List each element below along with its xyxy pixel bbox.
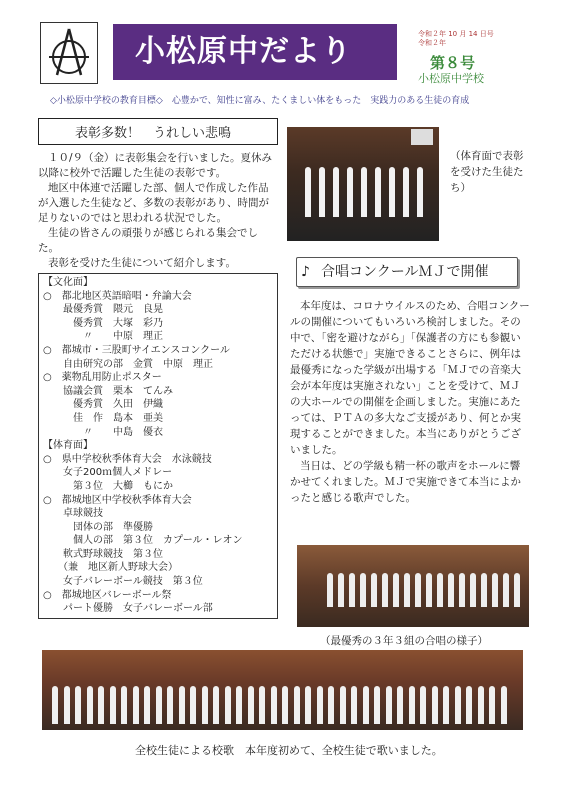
person-figure	[459, 573, 465, 607]
awards-list-item: 優秀賞 大塚 彩乃	[43, 317, 163, 329]
person-figure	[470, 573, 476, 607]
person-figure	[386, 686, 392, 724]
person-figure	[481, 573, 487, 607]
awards-article	[38, 108, 278, 619]
person-figure	[347, 167, 353, 217]
person-figure	[271, 686, 277, 724]
person-figure	[501, 686, 507, 724]
awards-list-item: ○ 県中学校秋季体育大会 水泳競技	[43, 453, 212, 465]
person-figure	[294, 686, 300, 724]
photo3-caption: 全校生徒による校歌 本年度初めて、全校生徒で歌いました。	[135, 744, 443, 757]
person-figure	[213, 686, 219, 724]
awards-list-item: ○ 都城地区中学校秋季体育大会	[43, 494, 192, 506]
awards-list-item: 団体の部 準優勝	[43, 521, 153, 533]
person-figure	[351, 686, 357, 724]
awards-list-item: 自由研究の部 金賞 中原 理正	[43, 358, 213, 370]
awards-list	[38, 273, 278, 619]
person-figure	[361, 167, 367, 217]
person-figure	[202, 686, 208, 724]
awards-list-item: ○ 都城地区バレーボール祭	[43, 589, 172, 601]
awards-list-item: 軟式野球競技 第３位	[43, 548, 163, 560]
person-figure	[437, 573, 443, 607]
person-figure	[319, 167, 325, 217]
awards-paragraph-4: 表彰を受けた生徒について紹介します。	[48, 257, 236, 269]
person-figure	[397, 686, 403, 724]
person-figure	[327, 573, 333, 607]
awards-list-item: 第３位 大櫛 もにか	[43, 480, 173, 492]
issue-number: 第８号	[430, 54, 476, 72]
chorus-paragraph-2: 当日は、どの学級も精一杯の歌声をホールに響かせてくれました。ＭＪで実施できて本当によかったと感じる歌声でした。	[290, 460, 521, 504]
photo1-caption: （体育面で表彰を受けた生徒たち）	[450, 150, 524, 194]
photo2-caption: （最優秀の３年３組の合唱の様子）	[320, 635, 488, 647]
person-figure	[503, 573, 509, 607]
award-students-photo	[287, 127, 439, 241]
person-figure	[420, 686, 426, 724]
date-line-1: 令和２年 10 月 14 日号	[418, 30, 494, 38]
awards-list-item: 優秀賞 久田 伊織	[43, 399, 163, 411]
awards-list-item: 最優秀賞 隈元 良晃	[43, 304, 163, 316]
date-line-2: 令和２年	[418, 39, 446, 47]
person-figure	[179, 686, 185, 724]
awards-list-item: ○ 薬物乱用防止ポスター	[43, 372, 162, 384]
awards-list-item: 〃 中島 優衣	[43, 426, 163, 438]
chorus-heading	[296, 257, 518, 287]
person-figure	[403, 167, 409, 217]
person-figure	[328, 686, 334, 724]
person-figure	[417, 167, 423, 217]
chorus-heading-text: 合唱コンクールＭＪで開催	[321, 264, 489, 280]
person-figure	[64, 686, 70, 724]
awards-list-item: 女子200ｍ個人メドレー	[43, 467, 173, 479]
person-figure	[333, 167, 339, 217]
person-figure	[489, 686, 495, 724]
person-figure	[409, 686, 415, 724]
person-figure	[349, 573, 355, 607]
person-figure	[432, 686, 438, 724]
person-figure	[121, 686, 127, 724]
awards-list-item: 個人の部 第３位 カプール・レオン	[43, 535, 243, 547]
person-figure	[393, 573, 399, 607]
school-logo	[40, 22, 98, 84]
awards-list-item: 【体育面】	[43, 440, 93, 452]
awards-list-item: 【文化面】	[43, 277, 93, 288]
education-goal: ◇小松原中学校の教育目標◇ 心豊かで、知性に富み、たくましい体をもった 実践力のある生徒の育成	[50, 96, 470, 106]
person-figure	[443, 686, 449, 724]
person-figure	[259, 686, 265, 724]
person-figure	[371, 573, 377, 607]
person-figure	[404, 573, 410, 607]
person-figure	[448, 573, 454, 607]
person-figure	[190, 686, 196, 724]
issue-date	[418, 30, 494, 48]
person-figure	[375, 167, 381, 217]
school-name: 小松原中学校	[418, 72, 484, 85]
person-figure	[478, 686, 484, 724]
person-figure	[236, 686, 242, 724]
person-figure	[75, 686, 81, 724]
person-figure	[340, 686, 346, 724]
awards-list-item: パート優勝 女子バレーボール部	[43, 603, 213, 615]
person-figure	[492, 573, 498, 607]
person-figure	[98, 686, 104, 724]
newsletter-title: 小松原中だより	[113, 24, 397, 80]
school-emblem-icon	[41, 23, 97, 83]
person-figure	[110, 686, 116, 724]
person-figure	[156, 686, 162, 724]
awards-heading: 表彰多数！ うれしい悲鳴	[38, 118, 278, 145]
person-figure	[248, 686, 254, 724]
person-figure	[426, 573, 432, 607]
person-figure	[363, 686, 369, 724]
person-figure	[514, 573, 520, 607]
awards-paragraph-2: 地区中体連で活躍した部、個人で作成した作品が入選した生徒など、多数の表彰があり、時間が足りないのではと思われる状況でした。	[38, 182, 269, 224]
awards-list-item: ○ 都北地区英語暗唱・弁論大会	[43, 290, 192, 302]
person-figure	[305, 686, 311, 724]
awards-list-item: 佳 作 島本 亜美	[43, 412, 163, 424]
school-song-photo	[42, 650, 523, 730]
awards-paragraph-3: 生徒の皆さんの頑張りが感じられる集会でした。	[38, 227, 258, 254]
chorus-paragraph-1: 本年度は、コロナウイルスのため、合唱コンクールの開催についてもいろいろ検討しました。その中で、「密を避けながら」「保護者の方にも参観いただける状態で」実施できることさらに、例年は最優秀になった学級が出場する「ＭＪでの音楽大会が本年度は実施されない」ことを受けて、ＭＪの大ホールでの開催を企画しました。実施にあたっては、ＰＴＡの多大なご支援があり、何とか実現することができました。本当にありがとうございました。	[290, 300, 530, 456]
awards-list-item: ○ 都城市・三股町サイエンスコンクール	[43, 344, 230, 356]
person-figure	[167, 686, 173, 724]
person-figure	[52, 686, 58, 724]
awards-list-item: 〃 中原 理正	[43, 331, 163, 343]
person-figure	[360, 573, 366, 607]
awards-list-item: （兼 地区新人野球大会）	[43, 562, 178, 574]
person-figure	[455, 686, 461, 724]
person-figure	[338, 573, 344, 607]
person-figure	[317, 686, 323, 724]
chorus-article	[290, 298, 530, 506]
person-figure	[305, 167, 311, 217]
music-note-icon: ♪	[301, 264, 310, 280]
awards-list-item: 協議会賞 栗本 てんみ	[43, 385, 173, 397]
awards-paragraph-1: １０/９（金）に表彰集会を行いました。夏休み以降に校外で活躍した生徒の表彰です。	[38, 152, 273, 179]
person-figure	[415, 573, 421, 607]
person-figure	[144, 686, 150, 724]
chorus-photo	[297, 545, 529, 627]
person-figure	[466, 686, 472, 724]
person-figure	[282, 686, 288, 724]
person-figure	[382, 573, 388, 607]
awards-list-item: 卓球競技	[43, 508, 103, 520]
person-figure	[225, 686, 231, 724]
person-figure	[389, 167, 395, 217]
person-figure	[133, 686, 139, 724]
awards-list-item: 女子バレーボール競技 第３位	[43, 576, 203, 588]
person-figure	[374, 686, 380, 724]
person-figure	[87, 686, 93, 724]
